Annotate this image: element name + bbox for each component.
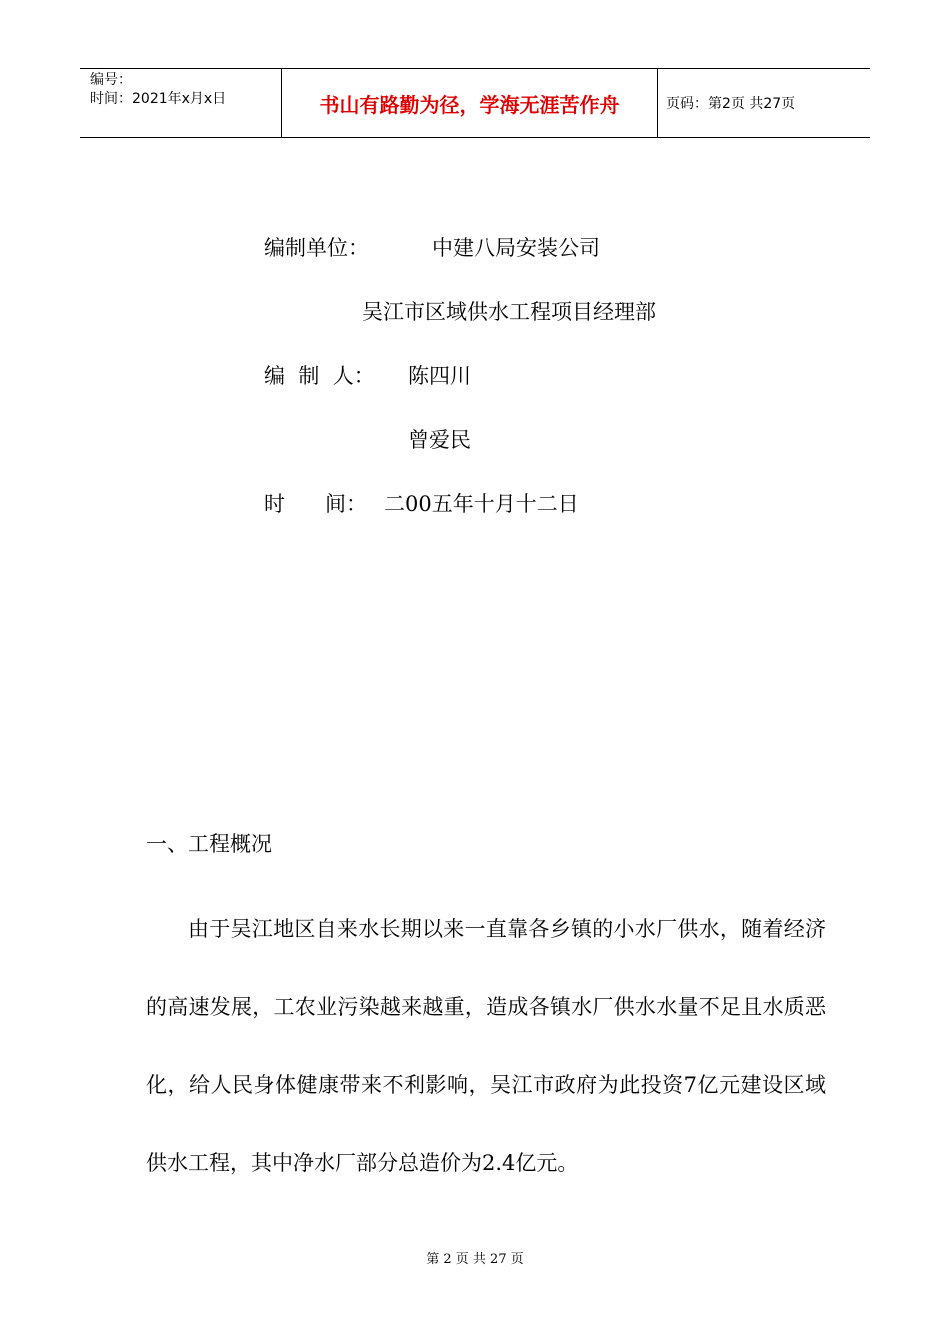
header-table xyxy=(80,68,870,138)
date-label: 时 间： xyxy=(264,492,368,516)
header-motto: 书山有路勤为径，学海无涯苦作舟 xyxy=(282,69,658,137)
section-heading: 一、工程概况 xyxy=(146,832,272,856)
page-footer: 第 2 页 共 27 页 xyxy=(426,1252,524,1267)
author-1: 陈四川 xyxy=(408,364,471,388)
unit-label: 编制单位： xyxy=(264,236,369,260)
unit-value: 中建八局安装公司 xyxy=(432,236,600,260)
date-value: 二00五年十月十二日 xyxy=(384,492,579,516)
header-left-cell xyxy=(80,69,282,137)
time-label: 时间：2021年x月x日 xyxy=(90,91,227,107)
header-page-info: 页码：第2页 共27页 xyxy=(666,96,796,112)
code-label: 编号： xyxy=(90,72,132,88)
section-paragraph: 由于吴江地区自来水长期以来一直靠各乡镇的小水厂供水，随着经济的高速发展，工农业污染越来越重，造成各镇水厂供水水量不足且水质恶化，给人民身体健康带来不利影响，吴江市政府为此投资7亿元建设区域供水工程，其中净水厂部分总造价为2.4亿元。 xyxy=(146,917,826,1175)
author-2: 曾爱民 xyxy=(408,428,471,452)
author-label: 编 制 人： xyxy=(264,364,375,388)
unit-value-2: 吴江市区域供水工程项目经理部 xyxy=(362,300,656,324)
